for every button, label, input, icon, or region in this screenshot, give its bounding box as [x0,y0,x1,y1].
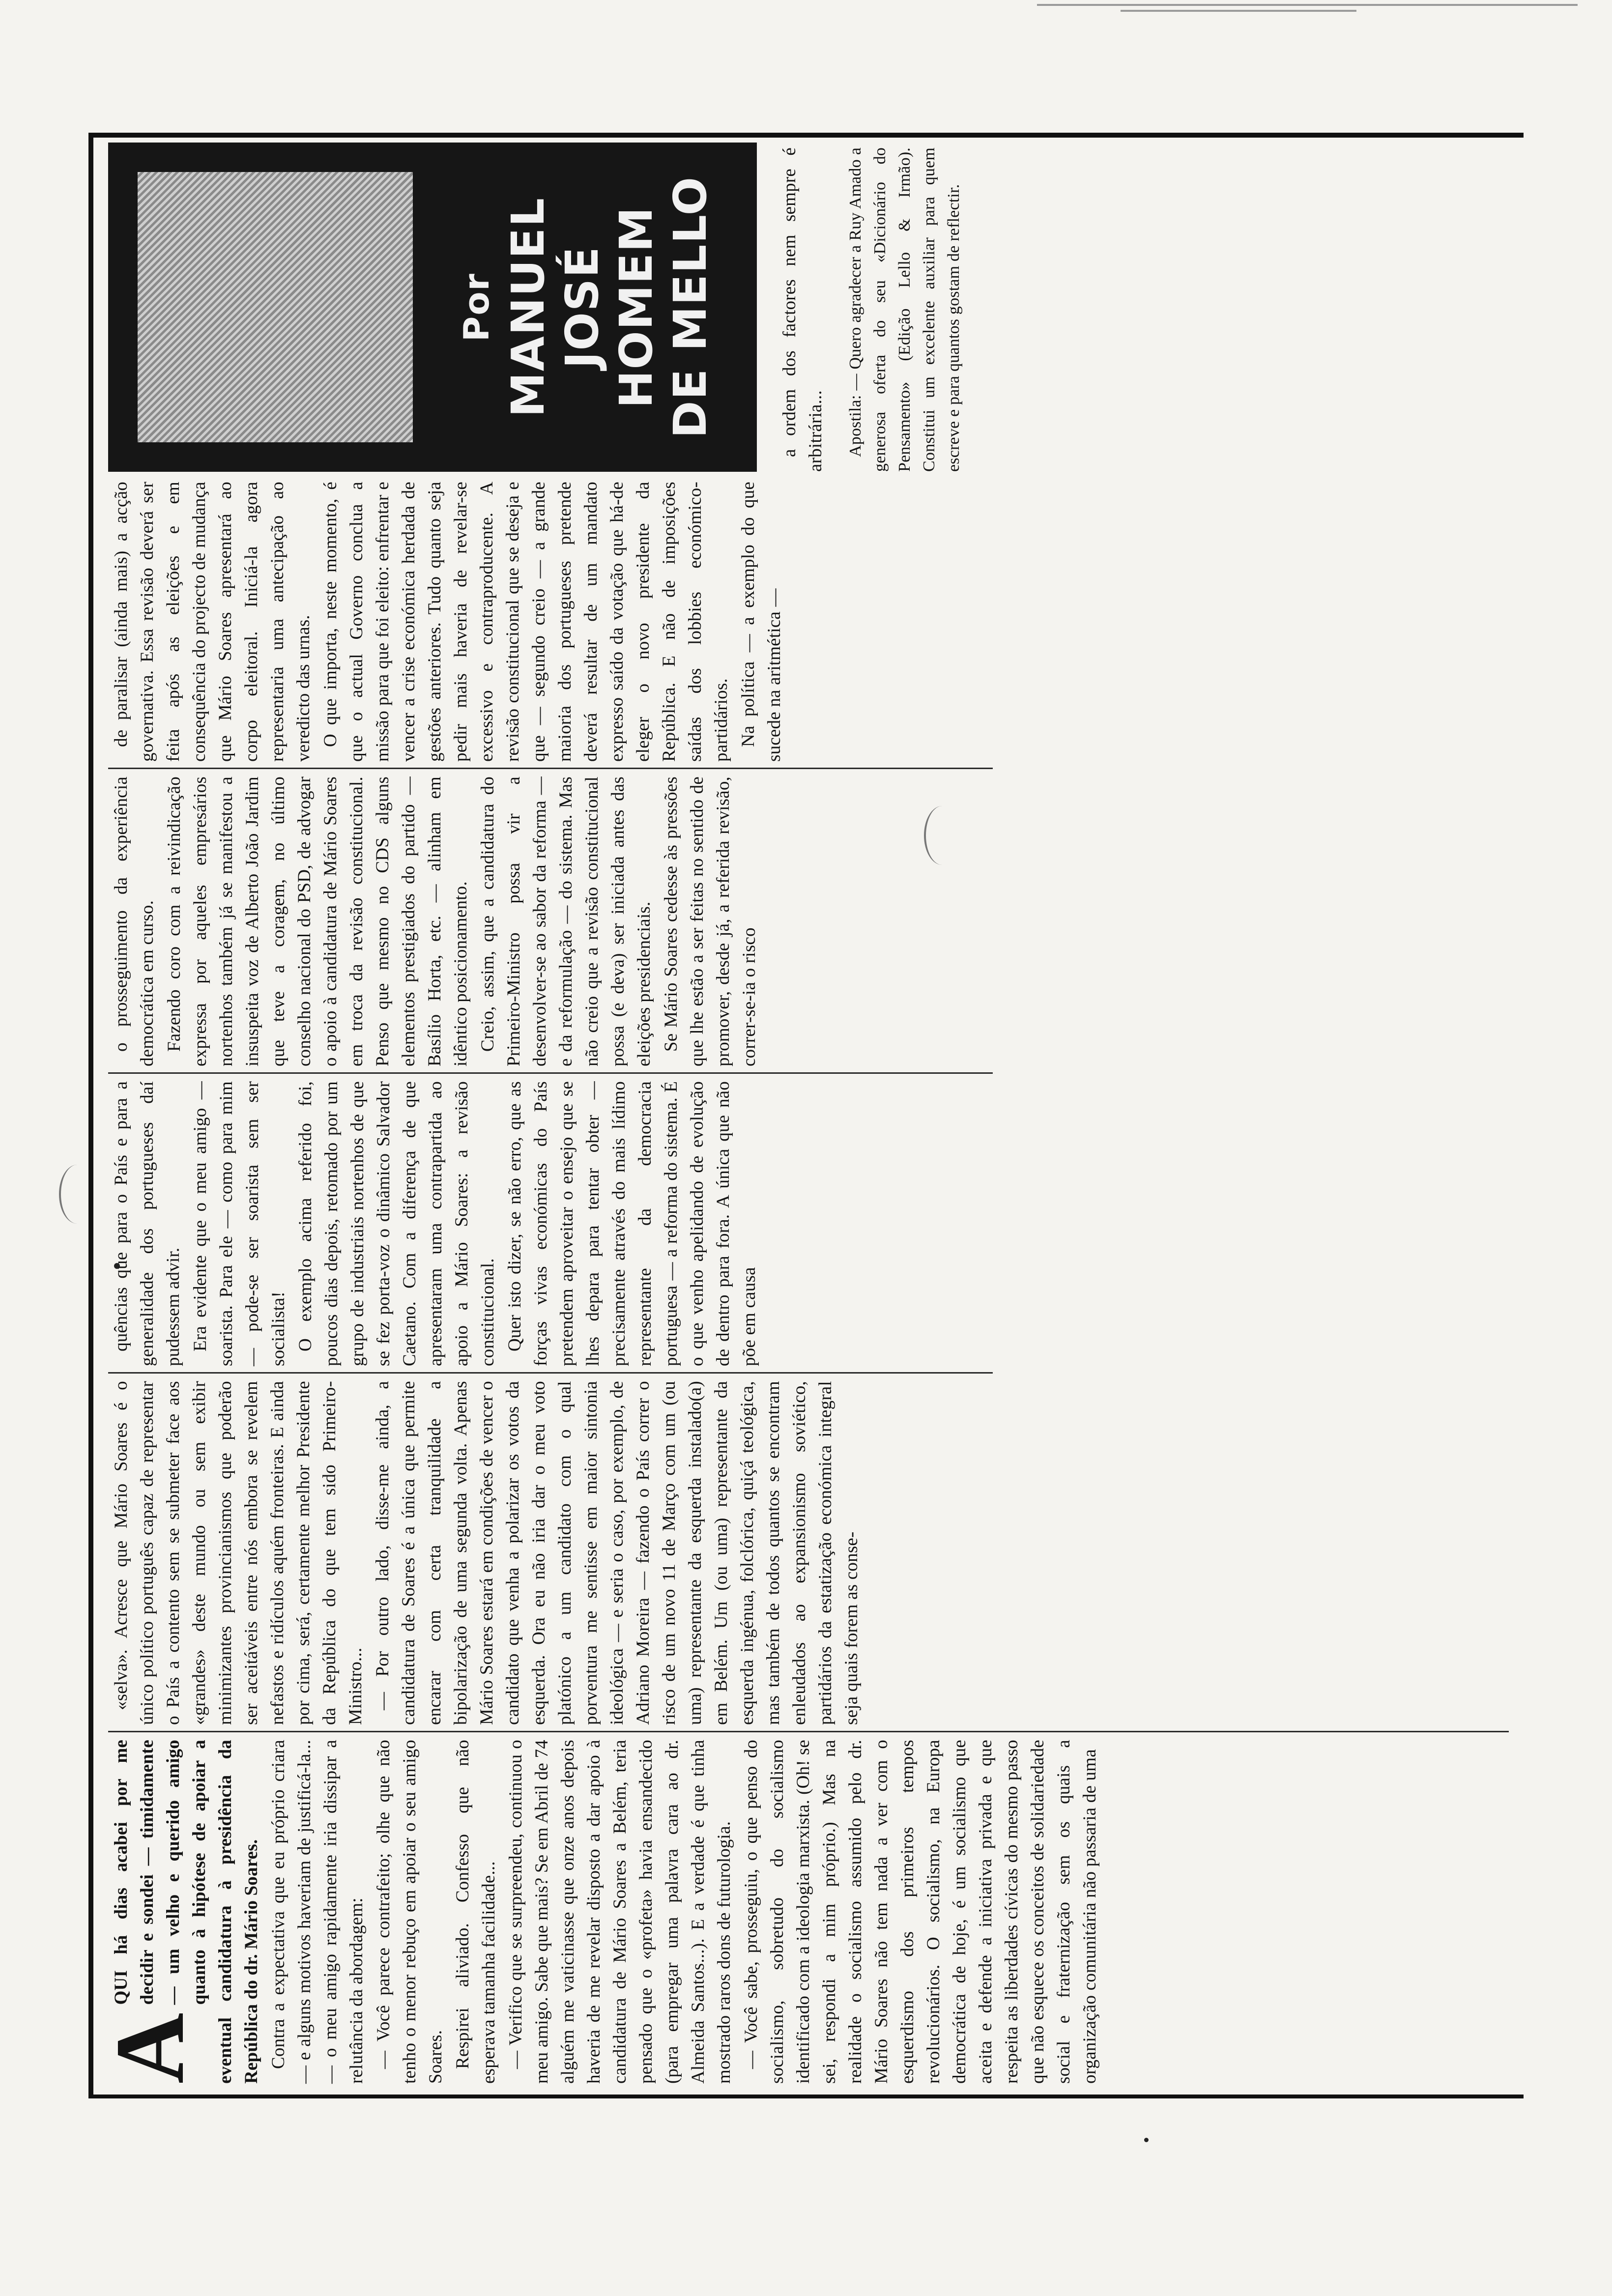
paragraph: Se Mário Soares cedesse às pressões que lhe estão a ser feitas no sentido de promover, desde já, a referida revisão, correr-se-ia o risco [661,776,759,1066]
scan-line [1121,10,1356,12]
paragraph: a ordem dos factores nem sempre é arbitrária... [779,147,826,472]
paragraph: Respirei aliviado. Confesso que não esperava tamanha facilidade... [453,1740,499,2084]
paragraph: Quer isto dizer, se não erro, que as forças vivas económicas do País pretendem aproveitar o ensejo que se lhes depara para tentar obter — precisamente através do mais lídimo representante da democracia portuguesa — a reforma do sistema. É o que venho apelidando de evolução de dentro para fora. A única que não põe em causa [505,1081,759,1366]
paragraph: Era evidente que o meu amigo — soarista. Para ele — como para mim — pode-se ser soarista sem ser socialista! [190,1081,288,1366]
article-lede [96,1740,264,2084]
article-column-3 [108,1081,983,1366]
paragraph: — Você parece contrafeito; olhe que não tenho o menor rebuço em apoiar o seu amigo Soares. [374,1740,446,2084]
author-byline [452,157,718,457]
author-name-line-3: DE MELLO [664,176,717,438]
author-name-line-1: MANUEL JOSÉ [502,197,608,417]
byline-por: Por [457,273,497,342]
right-rule [88,133,1524,138]
author-portrait [138,172,413,442]
paragraph: — Por outro lado, disse-me ainda, a candidatura de Soares é a única que permite encarar com certa tranquilidade a bipolarização de uma segunda volta. Apenas Mário Soares estará em condições de vencer o candidato que venha a polarizar os votos da esquerda. Ora eu não iria dar o meu voto platónico a um candidato com o qual porventura me sentisse em maior sintonia ideológica — e seria o caso, por exemplo, de Adriano Moreira — fazendo o País correr o risco de um novo 11 de Março com um (ou uma) representante da esquerda instalado(a) em Belém. Um (ou uma) representante da esquerda ingénua, folclórica, quiçá teológica, mas também de todos quantos se encontram enleudados ao expansionismo soviético, partidários da estatização económica integral seja quais forem as conse- [373,1381,862,1725]
paragraph: O que importa, neste momento, é que o actual Governo conclua a missão para que foi eleito: enfrentar e vencer a crise económica herdada de gestões anteriores. Tudo quanto seja pedir mais haveria de revelar-se excessivo e contraproducente. A revisão constitucional que se deseja e que — segundo creio — a grande maioria dos portugueses pretende deverá resultar de um mandato expresso saído da votação que há-de eleger o novo presidente da República. E não de imposições saídas dos lobbies económico-partidários. [320,482,731,762]
article-column-5 [108,482,983,762]
column-rule [108,768,993,769]
column-rule [108,1731,1509,1732]
scan-line [1037,4,1578,6]
paragraph: quências que para o País e para a generalidade dos portugueses daí pudessem advir. [111,1081,183,1366]
paragraph: o prosseguimento da experiência democrática em curso. [111,776,157,1066]
article-column-6 [777,147,1022,472]
column-rule [108,1072,993,1074]
paragraph: Na política — a exemplo do que sucede na aritmética — [738,482,784,762]
paragraph: «selva». Acresce que Mário Soares é o único político português capaz de representar o País a contento sem se submeter face aos «grandes» deste mundo ou sem exibir minimizantes provincianismos que poderão ser aceitáveis entre nós embora se revelem nefastos e ridículos aquém fronteiras. E ainda por cima, será, certamente melhor Presidente da República do que tem sido Primeiro-Ministro... [111,1381,366,1725]
column-rule [108,1372,993,1374]
article-column-1 [96,1740,1514,2084]
article-column-2 [108,1381,1514,1725]
lede-text: QUI há dias acabei por me decidir e sondei — timidamente — um velho e querido amigo quanto à hipótese de apoiar a eventual candidatura à presidência da República do dr. Mário Soares. [111,1740,261,2084]
paragraph: O exemplo acima referido foi, poucos dias depois, retomado por um grupo de industriais nortenhos de que se fez porta-voz o dinâmico Salvador Caetano. Com a diferença de que apresentaram uma contrapartida ao apoio a Mário Soares: a revisão constitucional. [295,1081,498,1366]
paragraph: — Você sabe, prosseguiu, o que penso do socialismo, sobretudo do socialismo identificado com a ideologia marxista. (Oh! se sei, respondi a mim próprio.) Mas na realidade o socialismo assumido pelo dr. Mário Soares não tem nada a ver com o esquerdismo dos primeiros tempos revolucionários. O socialismo, na Europa democrática de hoje, é um socialismo que aceita e defende a iniciativa privada e que respeita as liberdades cívicas do mesmo passo que não esquece os conceitos de solidariedade social e fraternização sem os quais a organização comunitária não passaria de uma [741,1740,1100,2084]
article-column-4 [108,776,983,1066]
paragraph: Contra a expectativa que eu próprio criara — e alguns motivos haveriam de justificá-la... — o meu amigo rapidamente iria dissipar a relutância da abordagem: [268,1740,367,2084]
top-rule [88,133,93,2098]
newspaper-clipping [88,133,1524,2098]
left-rule [88,2095,1524,2098]
drop-cap: A [96,2012,204,2084]
paragraph: Fazendo coro com a reivindicação expressa por aqueles empresários nortenhos também já se manifestou a insuspeita voz de Alberto João Jardim que teve a coragem, no último conselho nacional do PSD, de advogar o apoio à candidatura de Mário Soares em troca da revisão constitucional. Penso que mesmo no CDS alguns elementos prestigiados do partido — Basílio Horta, etc. — alinham em idêntico posicionamento. [164,776,471,1066]
paragraph: — Verifico que se surpreendeu, continuou o meu amigo. Sabe que mais? Se em Abril de 74 alguém me vaticinasse que onze anos depois haveria de me revelar disposto a dar apoio à candidatura de Mário Soares a Belém, teria pensado que o «profeta» havia ensandecido (para empregar uma palavra cara ao dr. Almeida Santos...). E a verdade é que tinha mostrado raros dons de futurologia. [506,1740,734,2084]
paragraph: de paralisar (ainda mais) a acção governativa. Essa revisão deverá ser feita após as eleições e em consequência do projecto de mudança que Mário Soares apresentará ao corpo eleitoral. Iniciá-la agora representaria uma antecipação ao veredicto das urnas. [111,482,314,762]
author-box [108,143,757,472]
author-name-line-2: HOMEM [610,206,662,408]
apostila: Apostila: — Quero agradecer a Ruy Amado a generosa oferta do seu «Dicionário do Pensamento» (Edição Lello & Irmão). Constitui um excelente auxiliar para quem escreve e para quantos gostam de reflectir. [846,147,963,472]
paragraph: Creio, assim, que a candidatura do Primeiro-Ministro possa vir a desenvolver-se ao sabor da reforma — e da reformulação — do sistema. Mas não creio que a revisão constitucional possa (e deva) ser iniciada antes das eleições presidenciais. [478,776,654,1066]
dust-speck [1144,2138,1149,2142]
